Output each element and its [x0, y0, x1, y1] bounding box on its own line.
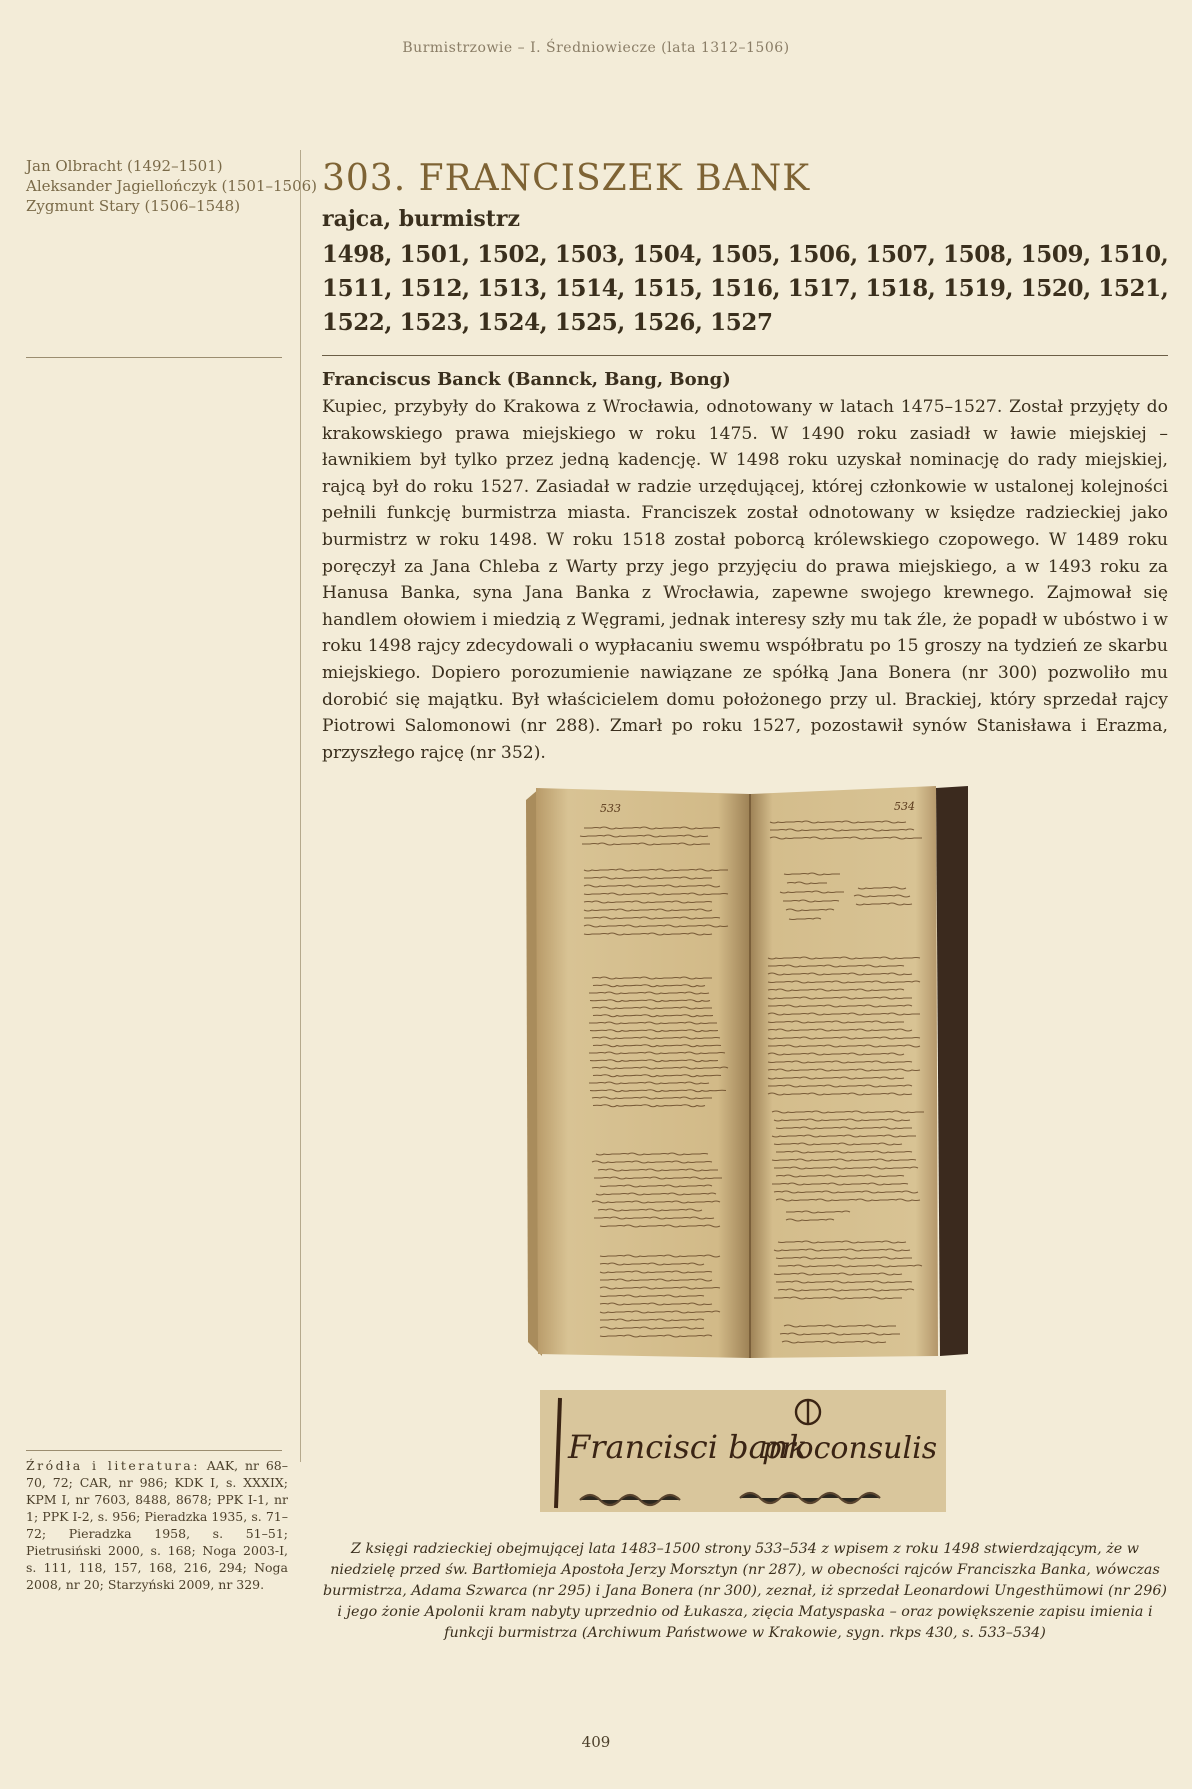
sidebar-rulers	[26, 156, 318, 216]
sidebar-divider	[26, 357, 282, 358]
ruler-entry: Zygmunt Stary (1506–1548)	[26, 197, 241, 215]
entry-title: 303. FRANCISZEK BANK	[322, 158, 811, 199]
ruler-entry: Jan Olbracht (1492–1501)	[26, 157, 223, 175]
signature-word: Francisci bank	[568, 1428, 808, 1466]
sources-divider	[26, 1450, 282, 1451]
page-number-left: 533	[600, 802, 621, 815]
entry-role: rajca, burmistrz	[322, 206, 521, 232]
page-number-right: 534	[894, 800, 915, 813]
running-header: Burmistrzowie – I. Średniowiecze (lata 1312–1506)	[402, 40, 790, 56]
sources-text: AAK, nr 68–70, 72; CAR, nr 986; KDK I, s. XXXIX; KPM I, nr 7603, 8488, 8678; PPK I-1, nr 1; PPK I-2, s. 956; Pieradzka 1935, s. 71–72; Pieradzka 1958, s. 51–51; Pietrusiński 2000, s. 168; Noga 2003-I, s. 111, 118, 157, 168, 216, 294; Noga 2008, nr 20; Starzyński 2009, nr 329.	[26, 1458, 288, 1592]
signature-detail-photo	[540, 1390, 946, 1512]
sources-heading: Źródła i literatura:	[26, 1458, 200, 1473]
manuscript-book-photo	[522, 782, 972, 1360]
biography-text: Kupiec, przybyły do Krakowa z Wrocławia, odnotowany w latach 1475–1527. Został przyjęty do krakowskiego prawa miejskiego w roku 1475. W 1490 roku zasiadł w ławie miejskiej – ławnikiem był tylko przez jedną kadencję. W 1498 roku uzyskał nominację do rady miejskiej, rajcą był do roku 1527. Zasiadał w radzie urzędującej, której członkowie w ustalonej kolejności pełnili funkcję burmistrza miasta. Franciszek został odnotowany w księdze radzieckiej jako burmistrz w roku 1498. W roku 1518 został poborcą królewskiego czopowego. W 1489 roku poręczył za Jana Chleba z Warty przy jego przyjęciu do prawa miejskiego, a w 1493 roku za Hanusa Banka, syna Jana Banka z Wrocławia, zapewne swojego krewnego. Zajmował się handlem ołowiem i miedzią z Węgrami, jednak interesy szły mu tak źle, że popadł w ubóstwo i w roku 1498 rajcy zdecydowali o wypłacaniu swemu współbratu po 15 groszy na tydzień ze skarbu miejskiego. Dopiero porozumienie nawiązane ze spółką Jana Bonera (nr 300) pozwoliło mu dorobić się majątku. Był właścicielem domu położonego przy ul. Brackiej, który sprzedał rajcy Piotrowi Salomonowi (nr 288). Zmarł po roku 1527, pozostawił synów Stanisława i Erazma, przyszłego rajcę (nr 352).	[322, 397, 1168, 763]
column-divider	[300, 150, 301, 1462]
ruler-entry: Aleksander Jagiellończyk (1501–1506)	[26, 177, 318, 195]
sources-block	[26, 1457, 288, 1593]
entry-divider	[322, 355, 1168, 356]
figure-caption: Z księgi radzieckiej obejmującej lata 1483–1500 strony 533–534 z wpisem z roku 1498 stwierdzającym, że w niedzielę przed św. Bartłomieja Apostoła Jerzy Morsztyn (nr 287), w obecności rajców Franciszka Banka, wówczas burmistrza, Adama Szwarca (nr 295) i Jana Bonera (nr 300), zeznał, iż sprzedał Leonardowi Ungesthümowi (nr 296) i jego żonie Apolonii kram nabyty uprzednio od Łukasza, zięcia Matyspaska – oraz powiększenie zapisu imienia i funkcji burmistrza (Archiwum Państwowe w Krakowie, sygn. rkps 430, s. 533–534)	[323, 1541, 1167, 1641]
name-variants: Franciscus Banck (Bannck, Bang, Bong)	[322, 369, 731, 390]
signature-word: proconsulis	[762, 1431, 938, 1466]
page-number: 409	[581, 1733, 611, 1751]
manuscript-page-right	[750, 786, 938, 1358]
book-cover-edge	[936, 786, 968, 1356]
entry-years: 1498, 1501, 1502, 1503, 1504, 1505, 1506, 1507, 1508, 1509, 1510, 1511, 1512, 1513, 1514, 1515, 1516, 1517, 1518, 1519, 1520, 1521, 1522, 1523, 1524, 1525, 1526, 1527	[322, 241, 1169, 336]
